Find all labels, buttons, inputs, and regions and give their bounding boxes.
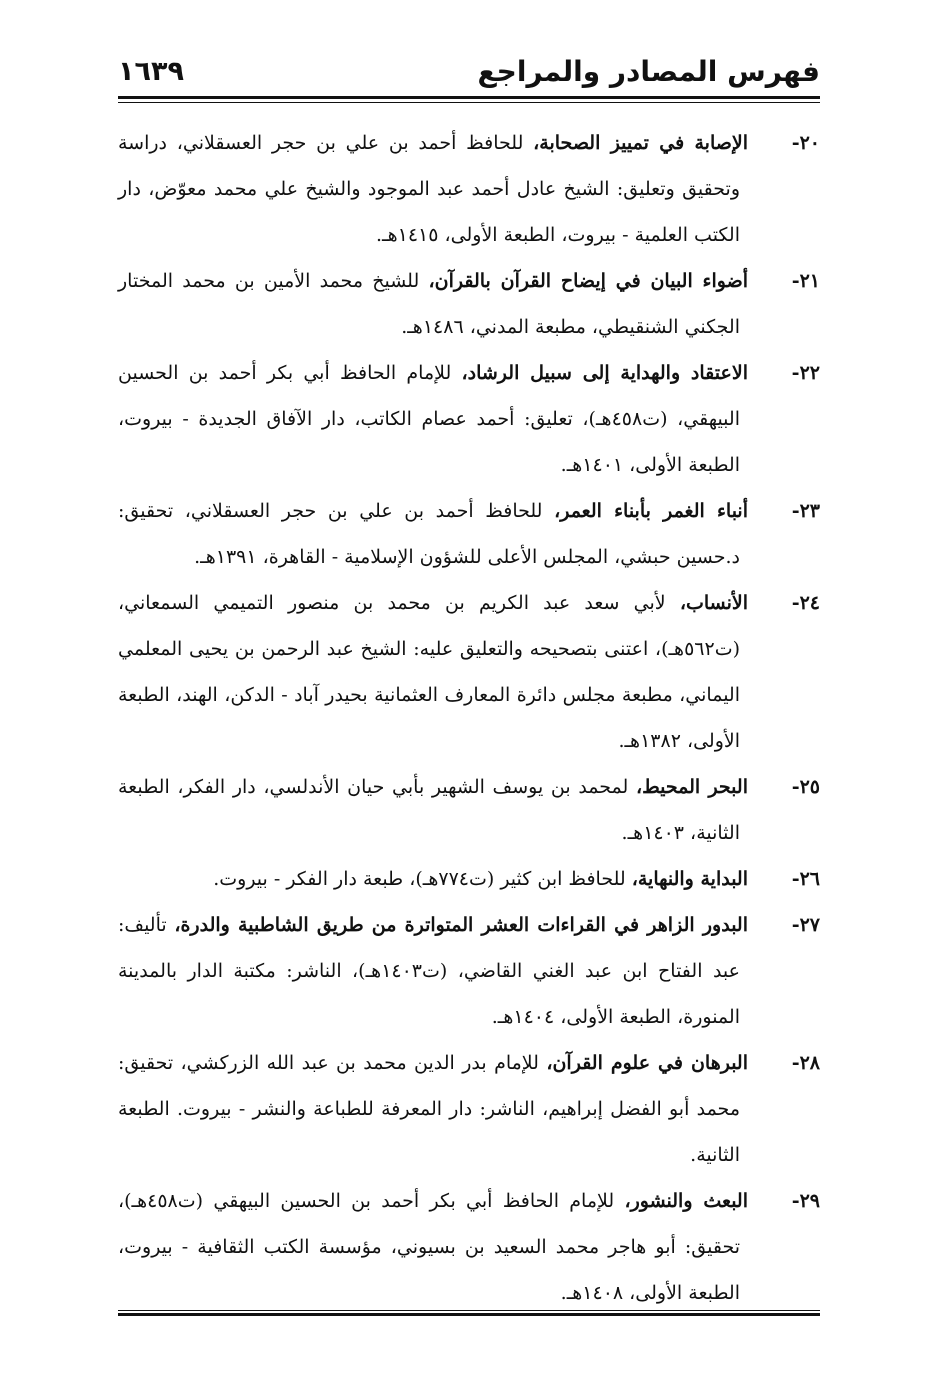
- entry-number: ٢١-: [791, 270, 820, 292]
- header-rule: [118, 96, 820, 103]
- entry-detail: للحافظ أحمد بن علي بن حجر العسقلاني، دراسة وتحقيق وتعليق: الشيخ عادل أحمد عبد الموجود والشيخ علي محمد معوّض، دار الكتب العلمية - بيروت، الطبعة الأولى، ١٤١٥هـ.: [118, 132, 740, 246]
- bibliography-entry: [118, 764, 820, 856]
- entry-title: البداية والنهاية،: [631, 868, 748, 890]
- entry-title: البحر المحيط،: [635, 776, 748, 798]
- bibliography-entry: [118, 488, 820, 580]
- running-title: فهرس المصادر والمراجع: [477, 55, 820, 88]
- entry-number: ٢٥-: [791, 776, 820, 798]
- entry-detail: تأليف: عبد الفتاح ابن عبد الغني القاضي، (ت١٤٠٣هـ)، الناشر: مكتبة الدار بالمدينة المنورة، الطبعة الأولى، ١٤٠٤هـ.: [118, 914, 740, 1028]
- entry-title: البرهان في علوم القرآن،: [546, 1052, 748, 1074]
- entry-number: ٢٤-: [791, 592, 820, 614]
- bibliography-entry: [118, 1040, 820, 1178]
- bibliography-entry: [118, 258, 820, 350]
- entry-number: ٢٧-: [791, 914, 820, 936]
- entry-title: أنباء الغمر بأبناء العمر،: [554, 500, 748, 522]
- entry-title: الأنساب،: [679, 592, 748, 614]
- entry-detail: للإمام الحافظ أبي بكر أحمد بن الحسين البيهقي، (ت٤٥٨هـ)، تعليق: أحمد عصام الكاتب، دار الآفاق الجديدة - بيروت، الطبعة الأولى، ١٤٠١هـ.: [118, 362, 740, 476]
- entry-number: ٢٣-: [791, 500, 820, 522]
- entry-title: أضواء البيان في إيضاح القرآن بالقرآن،: [428, 270, 748, 292]
- entry-detail: لأبي سعد عبد الكريم بن محمد بن منصور التميمي السمعاني، (ت٥٦٢هـ)، اعتنى بتصحيحه والتعليق عليه: الشيخ عبد الرحمن بن يحيى المعلمي اليماني، مطبعة مجلس دائرة المعارف العثمانية بحيدر آباد - الدكن، الهند، الطبعة الأولى، ١٣٨٢هـ.: [118, 592, 740, 752]
- entry-detail: لمحمد بن يوسف الشهير بأبي حيان الأندلسي، دار الفكر، الطبعة الثانية، ١٤٠٣هـ.: [118, 776, 740, 844]
- bibliography-entry: [118, 120, 820, 258]
- bibliography-entry: [118, 350, 820, 488]
- entry-detail: للإمام الحافظ أبي بكر أحمد بن الحسين البيهقي (ت٤٥٨هـ)، تحقيق: أبو هاجر محمد السعيد بن بسيوني، مؤسسة الكتب الثقافية - بيروت، الطبعة الأولى، ١٤٠٨هـ.: [118, 1190, 740, 1304]
- bibliography-list: [118, 120, 821, 1304]
- bibliography-entry: [118, 856, 820, 902]
- entry-detail: للحافظ ابن كثير (ت٧٧٤هـ)، طبعة دار الفكر - بيروت.: [213, 868, 632, 890]
- entry-title: الاعتقاد والهداية إلى سبيل الرشاد،: [461, 362, 748, 384]
- bibliography-entry: [118, 580, 820, 764]
- page-number: ١٦٣٩: [118, 56, 184, 87]
- entry-detail: للإمام بدر الدين محمد بن عبد الله الزركشي، تحقيق: محمد أبو الفضل إبراهيم، الناشر: دار المعرفة للطباعة والنشر - بيروت. الطبعة الثانية.: [118, 1052, 740, 1166]
- bibliography-entry: [118, 1178, 820, 1316]
- footer-rule: [118, 1310, 820, 1316]
- entry-title: الإصابة في تمييز الصحابة،: [533, 132, 749, 154]
- entry-title: البدور الزاهر في القراءات العشر المتواترة من طريق الشاطبية والدرة،: [174, 914, 748, 936]
- entry-number: ٢٠-: [791, 132, 821, 154]
- entry-number: ٢٦-: [791, 868, 820, 890]
- entry-number: ٢٢-: [791, 362, 820, 384]
- bibliography-entry: [118, 902, 820, 1040]
- entry-detail: للحافظ أحمد بن علي بن حجر العسقلاني، تحقيق: د.حسين حبشي، المجلس الأعلى للشؤون الإسلامية - القاهرة، ١٣٩١هـ.: [118, 500, 740, 568]
- entry-number: ٢٩-: [791, 1190, 820, 1212]
- entry-number: ٢٨-: [791, 1052, 820, 1074]
- entry-title: البعث والنشور،: [624, 1190, 748, 1212]
- page-header: [118, 52, 820, 98]
- entry-detail: للشيخ محمد الأمين بن محمد المختار الجكني الشنقيطي، مطبعة المدني، ١٤٨٦هـ.: [118, 270, 740, 338]
